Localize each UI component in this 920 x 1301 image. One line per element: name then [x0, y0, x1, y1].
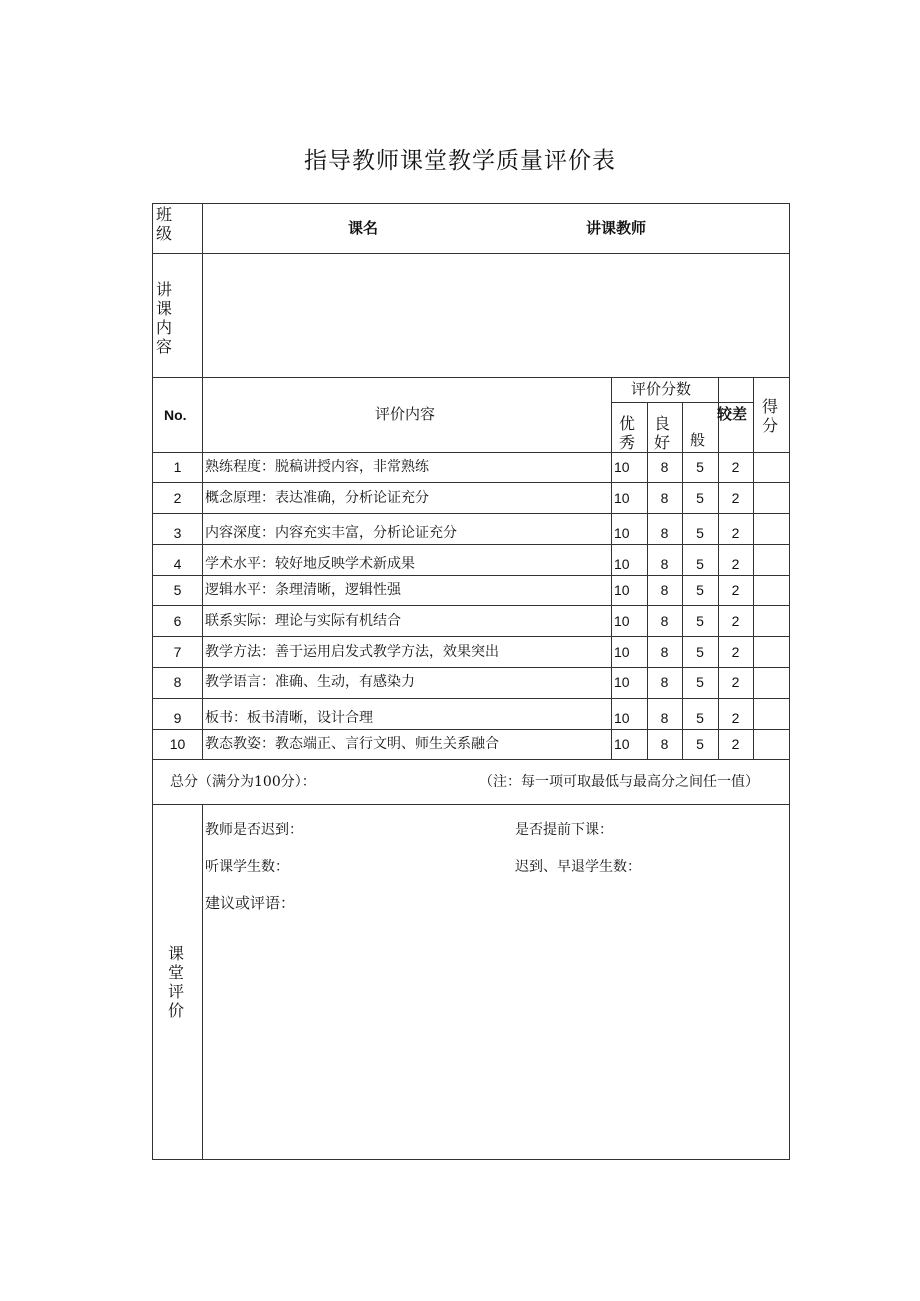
level-good: 良好 — [654, 414, 671, 452]
score-input[interactable] — [754, 514, 789, 543]
score-average: 5 — [696, 582, 704, 598]
row-number: 8 — [173, 674, 182, 690]
row-criteria: 熟练程度：脱稿讲授内容，非常熟练 — [205, 459, 429, 475]
score-average: 5 — [696, 644, 704, 660]
score-poor: 2 — [731, 674, 740, 690]
evaluation-form-table — [152, 203, 790, 1160]
row-number: 6 — [173, 613, 182, 629]
early-dismissal-label: 是否提前下课： — [515, 822, 613, 838]
score-poor: 2 — [731, 556, 740, 572]
score-input[interactable] — [754, 453, 789, 482]
score-good: 8 — [660, 736, 669, 752]
score-average: 5 — [696, 556, 704, 572]
score-input[interactable] — [754, 576, 789, 605]
level-average: 般 — [690, 431, 706, 449]
score-excellent: 10 — [614, 644, 630, 660]
score-group-header: 评价分数 — [631, 380, 692, 398]
total-score-label: 总分（满分为100分）： — [170, 774, 316, 790]
score-good: 8 — [660, 525, 669, 541]
score-input[interactable] — [754, 606, 789, 635]
form-title: 指导教师课堂教学质量评价表 — [304, 148, 616, 174]
no-column-header: No. — [164, 407, 187, 423]
row-criteria: 学术水平：较好地反映学术新成果 — [205, 556, 415, 572]
total-score-note: （注：每一项可取最低与最高分之间任一值） — [479, 774, 759, 790]
row-number: 7 — [173, 644, 182, 660]
score-good: 8 — [660, 674, 669, 690]
score-average: 5 — [696, 525, 704, 541]
row-criteria: 板书：板书清晰，设计合理 — [205, 710, 373, 726]
content-column-header: 评价内容 — [375, 405, 436, 423]
score-poor: 2 — [731, 736, 740, 752]
score-average: 5 — [696, 490, 704, 506]
row-criteria: 内容深度：内容充实丰富，分析论证充分 — [205, 525, 457, 541]
score-good: 8 — [660, 556, 669, 572]
teacher-late-label: 教师是否迟到： — [205, 822, 303, 838]
row-criteria: 教学语言：准确、生动，有感染力 — [205, 674, 415, 690]
row-number: 1 — [173, 459, 182, 475]
score-input[interactable] — [754, 483, 789, 512]
score-good: 8 — [660, 582, 669, 598]
score-excellent: 10 — [614, 490, 630, 506]
row-number: 9 — [173, 710, 182, 726]
score-excellent: 10 — [614, 710, 630, 726]
score-excellent: 10 — [614, 556, 630, 572]
row-criteria: 联系实际：理论与实际有机结合 — [205, 613, 401, 629]
lecture-content-field[interactable] — [203, 254, 789, 377]
comments-label: 建议或评语： — [205, 894, 296, 912]
score-good: 8 — [660, 613, 669, 629]
score-average: 5 — [696, 459, 704, 475]
score-excellent: 10 — [614, 613, 630, 629]
score-input[interactable] — [754, 637, 789, 666]
score-excellent: 10 — [614, 582, 630, 598]
row-number: 3 — [173, 525, 182, 541]
row-criteria: 概念原理：表达准确，分析论证充分 — [205, 490, 429, 506]
level-excellent: 优秀 — [619, 414, 636, 452]
score-good: 8 — [660, 459, 669, 475]
score-average: 5 — [696, 710, 704, 726]
class-label: 班级 — [156, 205, 173, 243]
teacher-label: 讲课教师 — [586, 220, 647, 237]
score-poor: 2 — [731, 710, 740, 726]
score-average: 5 — [696, 736, 704, 752]
score-poor: 2 — [731, 613, 740, 629]
course-name-label: 课名 — [348, 220, 379, 237]
score-good: 8 — [660, 490, 669, 506]
classroom-evaluation-label: 课堂评价 — [168, 944, 185, 1020]
comments-field[interactable] — [203, 919, 789, 1159]
score-input[interactable] — [754, 730, 789, 759]
row-number: 10 — [169, 736, 186, 752]
row-criteria: 教学方法：善于运用启发式教学方法，效果突出 — [205, 644, 499, 660]
score-poor: 2 — [731, 459, 740, 475]
score-input[interactable] — [754, 699, 789, 728]
score-input[interactable] — [754, 668, 789, 697]
lecture-content-label: 讲课内容 — [156, 280, 173, 356]
score-excellent: 10 — [614, 459, 630, 475]
score-poor: 2 — [731, 644, 740, 660]
score-poor: 2 — [731, 525, 740, 541]
score-average: 5 — [696, 674, 704, 690]
score-column-header: 得分 — [762, 397, 779, 435]
row-number: 2 — [173, 490, 182, 506]
score-good: 8 — [660, 710, 669, 726]
score-good: 8 — [660, 644, 669, 660]
late-student-count-label: 迟到、早退学生数： — [515, 859, 641, 875]
score-poor: 2 — [731, 582, 740, 598]
score-excellent: 10 — [614, 525, 630, 541]
score-excellent: 10 — [614, 736, 630, 752]
score-average: 5 — [696, 613, 704, 629]
row-number: 5 — [173, 582, 182, 598]
score-input[interactable] — [754, 545, 789, 574]
score-excellent: 10 — [614, 674, 630, 690]
row-criteria: 教态教姿：教态端正、言行文明、师生关系融合 — [205, 736, 499, 752]
score-poor: 2 — [731, 490, 740, 506]
student-count-label: 听课学生数： — [205, 859, 289, 875]
level-poor: 较差 — [717, 405, 748, 423]
row-number: 4 — [173, 556, 182, 572]
row-criteria: 逻辑水平：条理清晰，逻辑性强 — [205, 582, 401, 598]
